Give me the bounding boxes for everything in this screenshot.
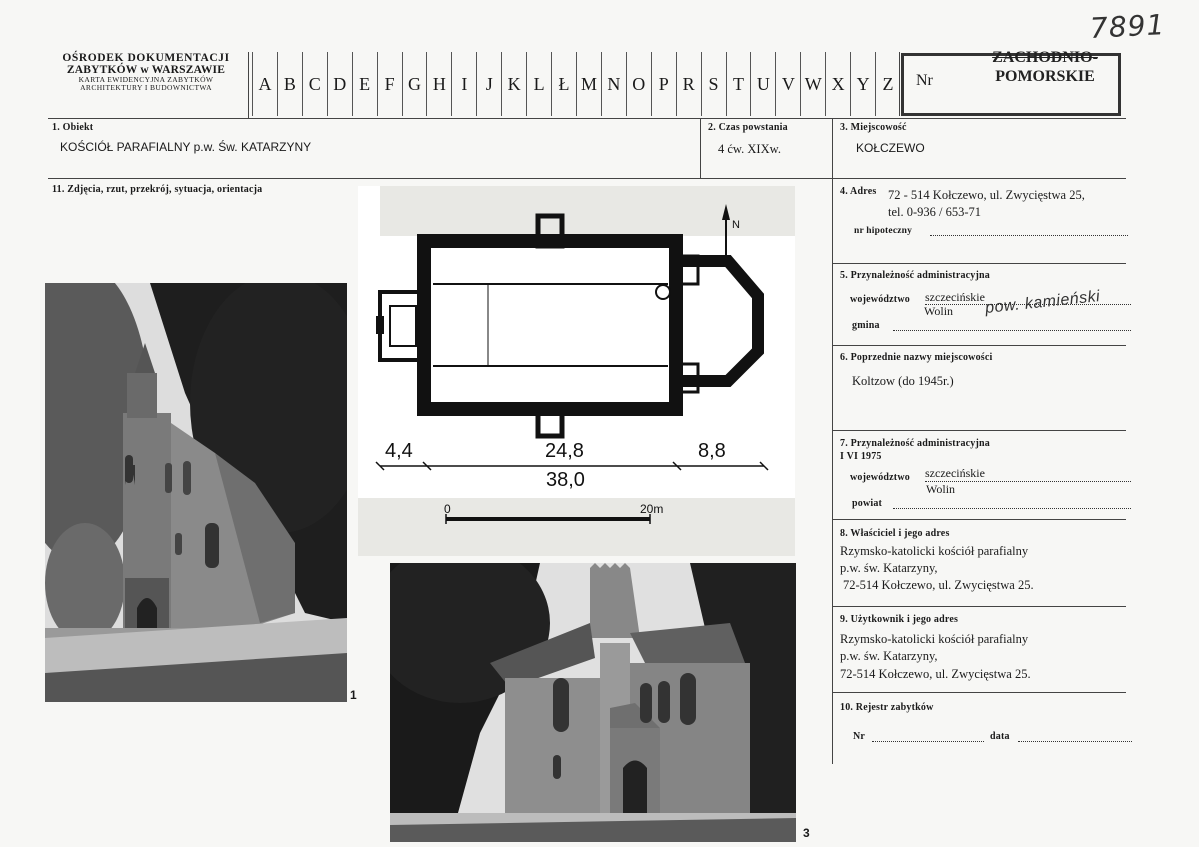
institution-line3: KARTA EWIDENCYJNA ZABYTKÓW (78, 75, 214, 85)
scale-end: 20m (640, 502, 664, 516)
dim-total: 38,0 (546, 469, 585, 491)
user-line2: p.w. św. Katarzyny, (840, 649, 938, 663)
mortgage-label: nr hipoteczny (854, 226, 913, 236)
owner-line2: p.w. św. Katarzyny, (840, 561, 938, 575)
nr-label: Nr (916, 72, 933, 89)
alphabet-index (252, 52, 900, 116)
owner-line3: 72-514 Kołczewo, ul. Zwycięstwa 25. (843, 578, 1034, 592)
institution-line2: ZABYTKÓW w WARSZAWIE (66, 64, 226, 77)
dim-left: 4,4 (385, 440, 413, 462)
floor-plan-drawing (358, 186, 795, 556)
locality-label: 3. Miejscowość (840, 122, 907, 133)
index-letter: Y (850, 52, 875, 116)
handwritten-number: 7891 (1089, 8, 1167, 45)
user-label: 9. Użytkownik i jego adres (840, 614, 959, 625)
index-letter: Z (875, 52, 900, 116)
user-line1: Rzymsko-katolicki kościół parafialny (840, 632, 1029, 646)
index-letter: N (601, 52, 626, 116)
church-side-photo-drawing (390, 563, 796, 842)
voivodeship-old: ZACHODNIO- (992, 49, 1098, 66)
index-letter: L (526, 52, 551, 116)
powiat-value: Wolin (926, 482, 956, 496)
index-letter: Ł (551, 52, 576, 116)
former-names-value: Koltzow (do 1945r.) (852, 374, 954, 388)
index-letter: X (825, 52, 850, 116)
index-letter: B (277, 52, 302, 116)
wojewodztwo-label: województwo (850, 294, 910, 305)
north-label: N (732, 219, 740, 231)
index-letter: C (302, 52, 327, 116)
index-letter: H (426, 52, 451, 116)
index-letter: A (252, 52, 277, 116)
user-line3: 72-514 Kołczewo, ul. Zwycięstwa 25. (840, 667, 1031, 681)
index-letter: E (352, 52, 377, 116)
gmina-value: Wolin (924, 304, 954, 318)
object-value: KOŚCIÓŁ PARAFIALNY p.w. Św. KATARZYNY (60, 140, 312, 154)
photo3-number: 3 (803, 826, 810, 840)
index-letter: F (377, 52, 402, 116)
index-letter: T (726, 52, 751, 116)
locality-value: KOŁCZEWO (856, 141, 925, 155)
index-letter: U (750, 52, 775, 116)
voivodeship (975, 48, 1115, 86)
former-names-label: 6. Poprzednie nazwy miejscowości (840, 352, 993, 363)
index-letter: V (775, 52, 800, 116)
register-date-label: data (990, 731, 1010, 742)
dim-middle: 24,8 (545, 440, 584, 462)
date-built-value: 4 ćw. XIXw. (718, 142, 781, 156)
wojewodztwo-1975-label: województwo (850, 472, 910, 483)
wojewodztwo-value: szczecińskie (925, 290, 985, 304)
index-letter: G (402, 52, 427, 116)
wojewodztwo-1975-value: szczecińskie (925, 466, 985, 480)
register-label: 10. Rejestr zabytków (840, 702, 934, 713)
index-letter: O (626, 52, 651, 116)
church-side-photo (390, 563, 796, 842)
admin-1975-label: 7. Przynależność administracyjna (840, 438, 990, 449)
institution-line1: OŚRODEK DOKUMENTACJI (62, 52, 230, 64)
scale-start: 0 (444, 502, 451, 516)
object-label: 1. Obiekt (52, 122, 94, 133)
voivodeship-new: POMORSKIE (995, 68, 1095, 86)
owner-line1: Rzymsko-katolicki kościół parafialny (840, 544, 1029, 558)
institution-line4: ARCHITEKTURY I BUDOWNICTWA (80, 83, 212, 92)
index-letter: R (676, 52, 701, 116)
address-line2: tel. 0-936 / 653-71 (888, 205, 982, 219)
church-tower-photo (45, 283, 347, 702)
date-built-label: 2. Czas powstania (708, 122, 788, 133)
owner-label: 8. Właściciel i jego adres (840, 528, 950, 539)
index-letter: P (651, 52, 676, 116)
admin-1975-date: I VI 1975 (840, 451, 882, 462)
floor-plan (358, 186, 795, 556)
handwritten-county-note: pow. kamieński (984, 288, 1102, 317)
register-nr-label: Nr (853, 731, 866, 742)
index-letter: K (501, 52, 526, 116)
address-label: 4. Adres (840, 186, 877, 197)
photos-label: 11. Zdjęcia, rzut, przekrój, sytuacja, orientacja (52, 184, 263, 195)
gmina-label: gmina (852, 320, 880, 331)
index-letter: M (576, 52, 601, 116)
index-letter: S (701, 52, 726, 116)
admin-label: 5. Przynależność administracyjna (840, 270, 990, 281)
index-letter: I (451, 52, 476, 116)
powiat-label: powiat (852, 498, 883, 509)
photo1-number: 1 (350, 688, 357, 702)
address-line1: 72 - 514 Kołczewo, ul. Zwycięstwa 25, (888, 188, 1085, 202)
index-letter: W (800, 52, 825, 116)
index-letter: D (327, 52, 352, 116)
institution-name (48, 52, 244, 92)
index-letter: J (476, 52, 501, 116)
dim-right: 8,8 (698, 440, 726, 462)
church-tower-photo-drawing (45, 283, 347, 702)
